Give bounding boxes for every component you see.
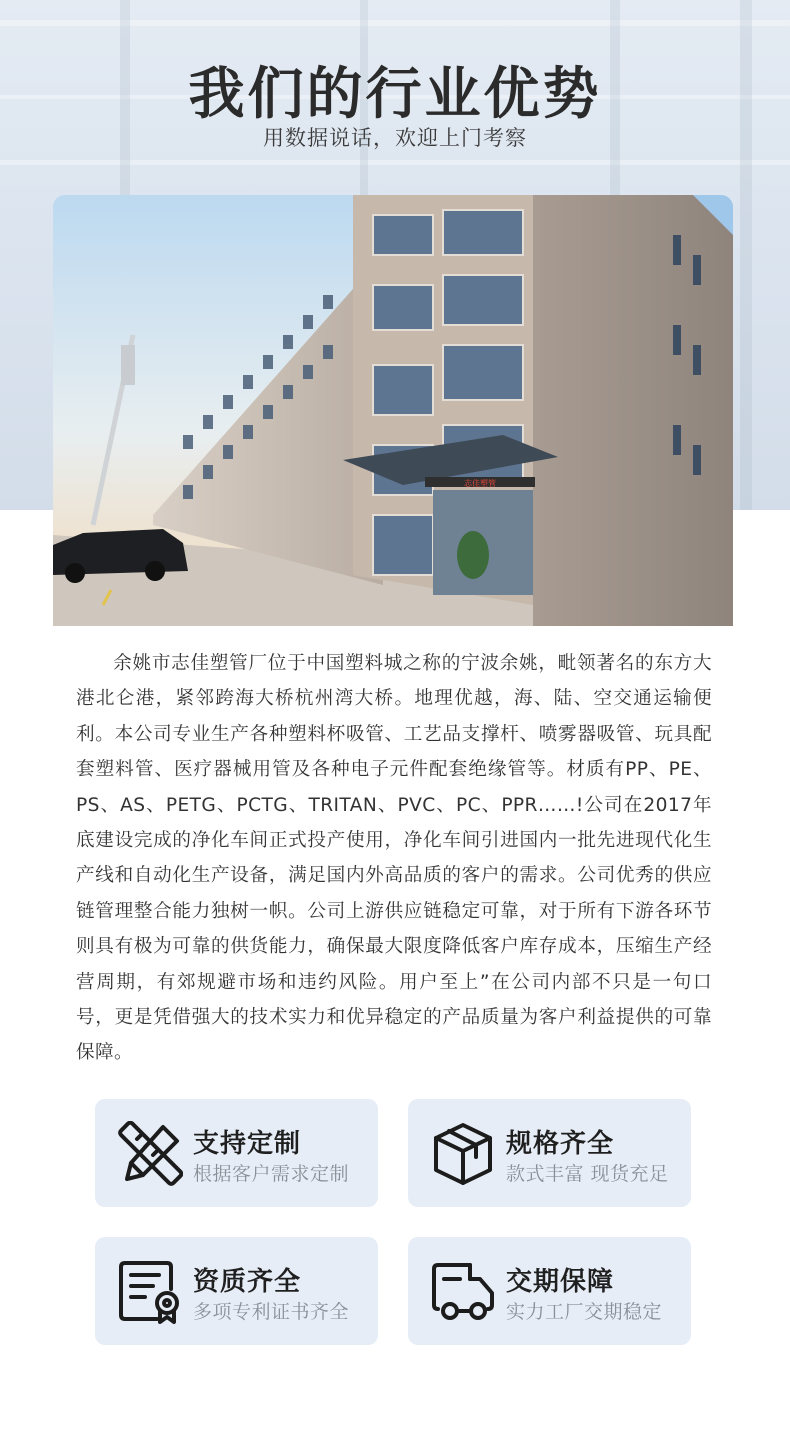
feature-subtitle: 实力工厂交期稳定 — [506, 1301, 663, 1323]
feature-title: 交期保障 — [506, 1267, 615, 1297]
feature-subtitle: 多项专利证书齐全 — [193, 1301, 350, 1323]
feature-title: 规格齐全 — [506, 1129, 615, 1159]
feature-subtitle: 根据客户需求定制 — [193, 1163, 350, 1185]
company-description: 余姚市志佳塑管厂位于中国塑料城之称的宁波余姚，毗领著名的东方大港北仑港，紧邻跨海大桥杭州湾大桥。地理优越，海、陆、空交通运输便利。本公司专业生产各种塑料杯吸管、工艺品支撑杆、喷雾器吸管、玩具配套塑料管、医疗器械用管及各种电子元件配套绝缘管等。材质有PP、PE、PS、AS、PETG、PCTG、TRITAN、PVC、PC、PPR……!公司在2017年底建设完成的净化车间正式投产使用，净化车间引进国内一批先进现代化生产线和自动化生产设备，满足国内外高品质的客户的需求。公司优秀的供应链管理整合能力独树一帜。公司上游供应链稳定可靠，对于所有下游各环节则具有极为可靠的供货能力，确保最大限度降低客户库存成本，压缩生产经营周期，有郊规避市场和违约风险。用户至上”在公司内部不只是一句口号，更是凭借强大的技术实力和优异稳定的产品质量为客户利益提供的可靠保障。 — [76, 653, 712, 1064]
page-title: 我们的行业优势 — [188, 62, 602, 127]
feature-card-custom — [95, 1099, 378, 1207]
delivery-truck-icon — [430, 1259, 496, 1325]
feature-title: 资质齐全 — [193, 1267, 302, 1297]
feature-subtitle: 款式丰富 现货充足 — [506, 1163, 669, 1185]
entrance-sign: 志佳塑管 — [464, 479, 496, 488]
page-subtitle: 用数据说话，欢迎上门考察 — [263, 126, 527, 150]
feature-card-specs — [408, 1099, 691, 1207]
feature-title: 支持定制 — [193, 1129, 302, 1159]
factory-building-photo — [53, 195, 733, 626]
ruler-pencil-icon — [117, 1121, 183, 1187]
certificate-icon — [117, 1259, 183, 1325]
feature-card-delivery — [408, 1237, 691, 1345]
feature-card-qualification — [95, 1237, 378, 1345]
box-icon — [430, 1121, 496, 1187]
